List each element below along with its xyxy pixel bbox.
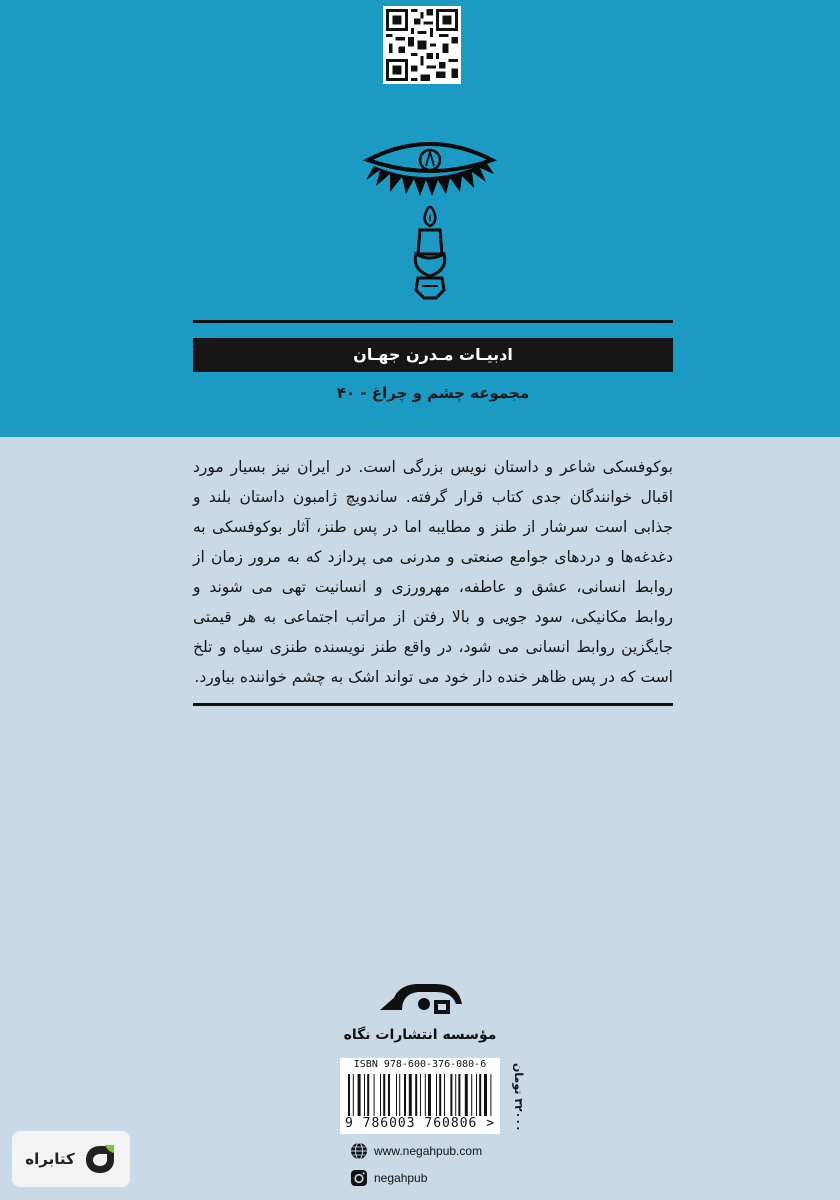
back-cover-blurb [193,452,673,692]
top-divider [193,320,673,323]
qr-code-icon [383,6,461,84]
isbn-barcode [340,1058,500,1134]
website-row [350,1141,482,1161]
publisher-name: مؤسسه انتشارات نگاه [343,1027,497,1043]
series-title: ادبیـات مـدرن جهـان [193,338,673,372]
badge-label: کتابراه [25,1150,75,1168]
instagram-row [350,1168,427,1188]
negah-logo-icon [372,970,472,1026]
blurb-divider [193,703,673,706]
blurb-text: بوکوفسکی شاعر و داستان نویس بزرگی است. در ایران نیز بسیار مورد اقبال خوانندگان جدی کتاب قرار گرفته. ساندویچ ژامبون داستان بلند و جذابی است سرشار از طنز و مطایبه اما در پس طنز، آثار بوکوفسکی به دغدغه‌ها و دردهای جوامع صنعتی و مدرنی می پردازد که به مرور زمان از روابط انسانی، عشق و عاطفه، مهرورزی و انسانیت تهی می شوند و روابط مکانیکی، سود جویی و بالا رفتن از مراتب اجتماعی به هر قیمتی جایگزین روابط انسانی می شود، در واقع طنز نویسنده طنزی سیاه و تلخ است که در پس ظاهر خنده دار خود می تواند اشک به چشم خواننده بیاورد. [193,458,673,686]
collection-label: مجموعه چشم و چراغ - ۴۰ [336,384,530,402]
price-label: ۳۲۰۰۰ تومان [512,1062,525,1132]
ketabrah-icon [83,1142,117,1176]
instagram-handle: negahpub [374,1171,428,1185]
ketabrah-badge[interactable] [12,1131,130,1187]
barcode-bars [348,1074,492,1116]
barcode-digits: 9 786003 760806 > [344,1116,496,1131]
website-url: www.negahpub.com [374,1144,483,1158]
eye-lamp-emblem-icon [360,130,500,310]
isbn-number: ISBN 978-600-376-080-6 [353,1059,487,1070]
instagram-icon [350,1169,368,1187]
globe-icon [350,1142,368,1160]
